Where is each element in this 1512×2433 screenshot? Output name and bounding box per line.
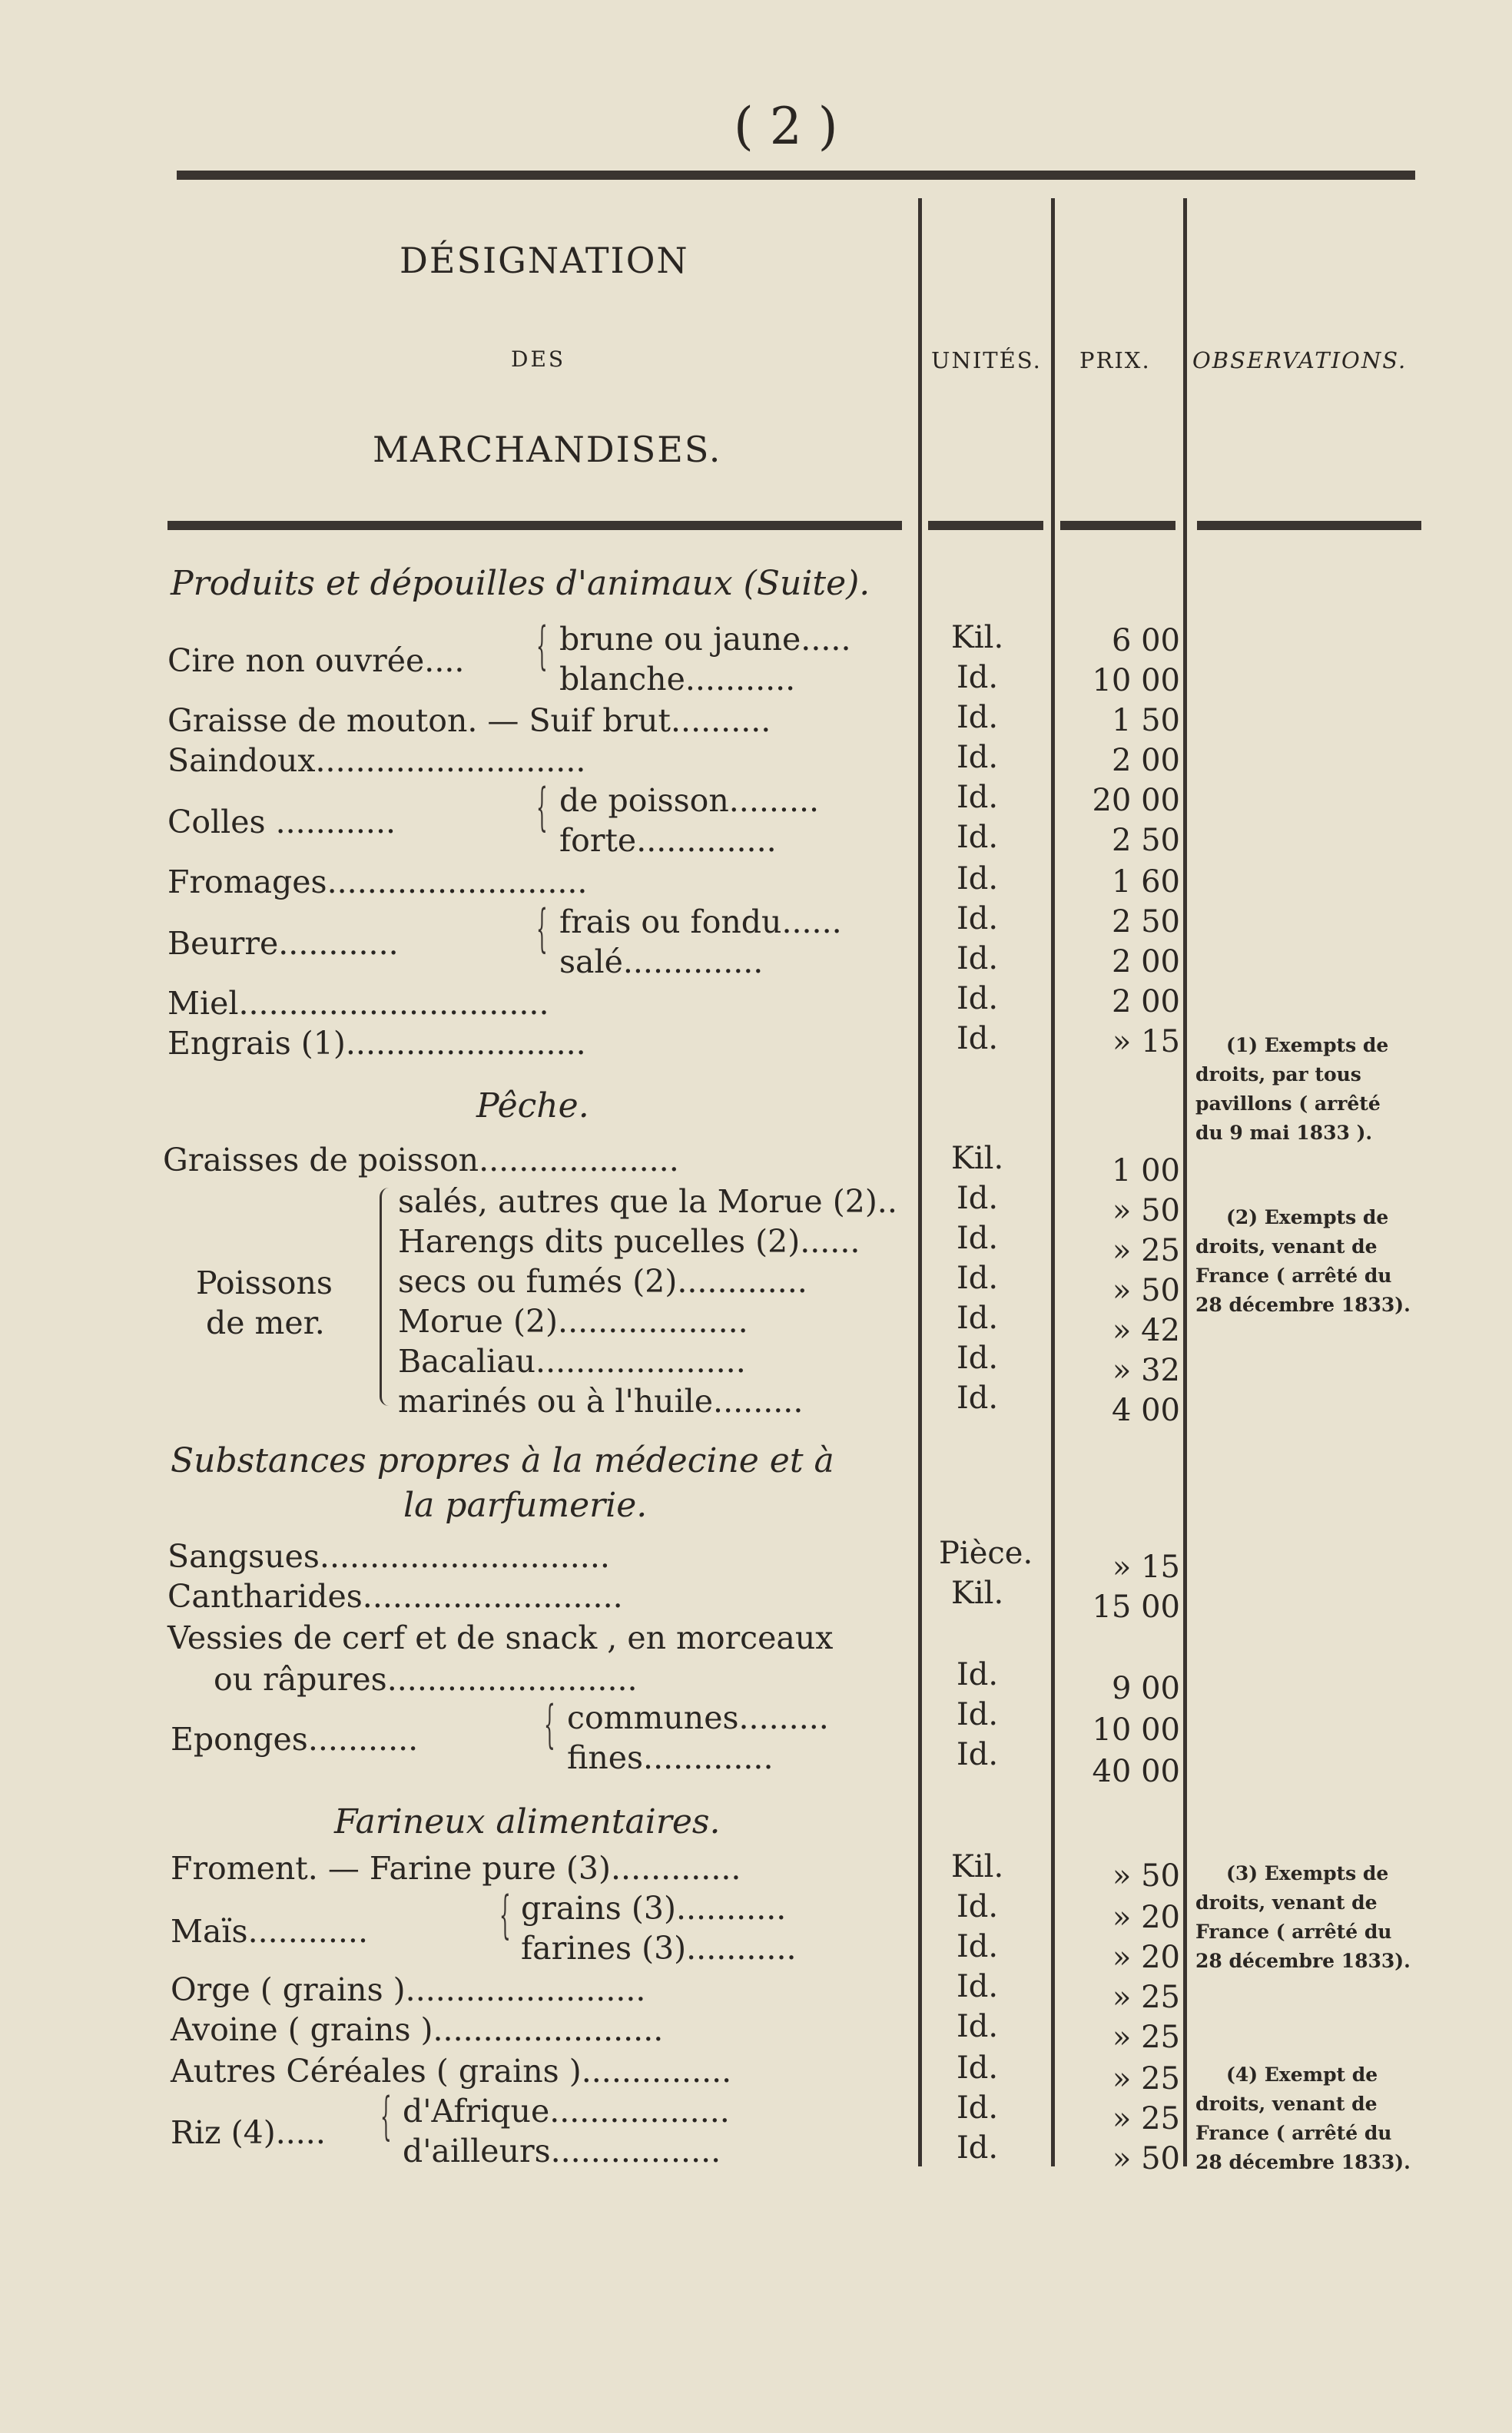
item-sublabel: Harengs dits pucelles (2)...... — [398, 1223, 860, 1260]
header-rule — [1060, 521, 1175, 530]
price-cell: 2 00 — [1111, 984, 1180, 1019]
price-cell: » 50 — [1112, 2141, 1180, 2176]
price-cell: 20 00 — [1092, 783, 1180, 818]
price-cell: 2 00 — [1111, 743, 1180, 778]
unit-cell: Pièce. — [939, 1536, 1033, 1571]
header-des: DES — [511, 346, 566, 372]
unit-cell: Kil. — [951, 1576, 1004, 1611]
item-sublabel: brune ou jaune..... — [559, 621, 851, 658]
section-title-animaux: Produits et dépouilles d'animaux (Suite). — [171, 564, 870, 603]
item-sublabel: de poisson......... — [559, 782, 820, 819]
brace: { — [536, 899, 548, 958]
unit-cell: Id. — [957, 941, 999, 976]
unit-cell: Kil. — [951, 1141, 1004, 1176]
item-label: Colles ............ — [167, 804, 396, 840]
price-cell: 15 00 — [1092, 1589, 1180, 1625]
unit-cell: Id. — [957, 861, 999, 897]
unit-cell: Id. — [957, 700, 999, 735]
brace: { — [544, 1695, 555, 1754]
price-cell: » 25 — [1112, 2101, 1180, 2136]
obs-line: 28 décembre 1833). — [1195, 1950, 1411, 1972]
item-label: Vessies de cerf et de snack , en morceaux — [167, 1619, 834, 1656]
unit-cell: Id. — [957, 1737, 999, 1772]
unit-cell: Id. — [957, 1341, 999, 1376]
unit-cell: Id. — [957, 740, 999, 775]
price-cell: 2 50 — [1111, 904, 1180, 940]
header-unites: UNITÉS. — [931, 347, 1042, 373]
item-sublabel: salés, autres que la Morue (2).. — [398, 1183, 897, 1220]
obs-line: France ( arrêté du — [1195, 1921, 1392, 1943]
item-label: Fromages.......................... — [167, 863, 588, 900]
header-rule — [928, 521, 1043, 530]
header-prix: PRIX. — [1079, 347, 1151, 373]
header-marchandises: MARCHANDISES. — [373, 429, 722, 470]
price-cell: » 15 — [1112, 1024, 1180, 1059]
obs-line: droits, venant de — [1195, 2093, 1378, 2115]
column-divider — [918, 198, 922, 2166]
page-number: ( 2 ) — [734, 97, 838, 156]
obs-line: (4) Exempt de — [1226, 2063, 1378, 2086]
brace: { — [380, 2087, 392, 2146]
obs-line: (3) Exempts de — [1226, 1862, 1389, 1884]
item-sublabel: Bacaliau..................... — [398, 1343, 746, 1380]
observation-note-1 — [1195, 1031, 1441, 1148]
item-label: Engrais (1)........................ — [167, 1025, 586, 1062]
item-label: Froment. — Farine pure (3)............. — [171, 1850, 741, 1887]
obs-line: (1) Exempts de — [1226, 1034, 1389, 1056]
item-sublabel: frais ou fondu...... — [559, 903, 842, 940]
unit-cell: Id. — [957, 2130, 999, 2166]
unit-cell: Kil. — [951, 1849, 1004, 1884]
price-cell: » 20 — [1112, 1940, 1180, 1975]
item-sublabel: forte.............. — [559, 822, 777, 859]
brace: { — [536, 616, 548, 675]
unit-cell: Id. — [957, 660, 999, 695]
item-label: Cantharides.......................... — [167, 1578, 623, 1615]
unit-cell: Id. — [957, 1221, 999, 1256]
header-rule — [1197, 521, 1421, 530]
group-label: de mer. — [206, 1304, 325, 1341]
price-cell: » 50 — [1112, 1273, 1180, 1308]
item-sublabel: communes......... — [567, 1699, 829, 1736]
item-label: ou râpures......................... — [214, 1661, 638, 1698]
header-designation: DÉSIGNATION — [400, 240, 689, 281]
price-cell: » 15 — [1112, 1550, 1180, 1585]
unit-cell: Id. — [957, 820, 999, 855]
unit-cell: Id. — [957, 1889, 999, 1924]
unit-cell: Id. — [957, 1929, 999, 1964]
item-sublabel: fines............. — [567, 1739, 774, 1776]
item-label: Avoine ( grains )....................... — [171, 2011, 664, 2048]
price-cell: 2 00 — [1111, 944, 1180, 979]
brace — [380, 1188, 390, 1406]
unit-cell: Id. — [957, 1181, 999, 1216]
unit-cell: Id. — [957, 1301, 999, 1336]
item-label: Riz (4)..... — [171, 2114, 326, 2151]
price-cell: » 25 — [1112, 1233, 1180, 1268]
unit-cell: Id. — [957, 1261, 999, 1296]
price-cell: 10 00 — [1092, 663, 1180, 698]
item-sublabel: blanche........... — [559, 661, 796, 698]
unit-cell: Kil. — [951, 620, 1004, 655]
item-label: Saindoux........................... — [167, 742, 586, 779]
price-cell: » 50 — [1112, 1193, 1180, 1228]
observation-note-4 — [1195, 2060, 1441, 2177]
price-cell: 1 60 — [1111, 864, 1180, 900]
obs-line: France ( arrêté du — [1195, 1265, 1392, 1287]
price-cell: » 25 — [1112, 2061, 1180, 2097]
obs-line: 28 décembre 1833). — [1195, 1294, 1411, 1316]
header-rule — [167, 521, 902, 530]
unit-cell: Id. — [957, 1697, 999, 1732]
price-cell: » 42 — [1112, 1313, 1180, 1348]
obs-line: du 9 mai 1833 ). — [1195, 1122, 1373, 1144]
price-cell: 6 00 — [1111, 623, 1180, 658]
item-sublabel: grains (3)........... — [521, 1890, 787, 1927]
unit-cell: Id. — [957, 2009, 999, 2044]
price-cell: 40 00 — [1092, 1754, 1180, 1789]
unit-cell: Id. — [957, 1969, 999, 2004]
unit-cell: Id. — [957, 1657, 999, 1692]
obs-line: droits, venant de — [1195, 1235, 1378, 1258]
item-label: Autres Céréales ( grains )............... — [171, 2053, 732, 2090]
item-sublabel: Morue (2)................... — [398, 1303, 748, 1340]
price-cell: » 50 — [1112, 1858, 1180, 1894]
section-title-medecine: Substances propres à la médecine et à — [171, 1441, 834, 1480]
price-cell: 1 50 — [1111, 703, 1180, 738]
unit-cell: Id. — [957, 981, 999, 1016]
brace: { — [499, 1885, 511, 1944]
price-cell: 9 00 — [1111, 1671, 1180, 1706]
item-label: Sangsues............................. — [167, 1538, 610, 1575]
item-label: Beurre............ — [167, 925, 399, 962]
item-label: Cire non ouvrée.... — [167, 642, 465, 679]
price-cell: » 25 — [1112, 2020, 1180, 2055]
price-cell: 4 00 — [1111, 1393, 1180, 1428]
item-sublabel: d'Afrique.................. — [403, 2093, 730, 2130]
item-label: Orge ( grains )........................ — [171, 1971, 646, 2008]
obs-line: droits, par tous — [1195, 1063, 1361, 1086]
observation-note-2 — [1195, 1203, 1441, 1320]
item-label: Graisses de poisson.................... — [163, 1142, 679, 1178]
obs-line: pavillons ( arrêté — [1195, 1092, 1381, 1115]
item-sublabel: marinés ou à l'huile......... — [398, 1383, 804, 1420]
price-cell: » 20 — [1112, 1900, 1180, 1935]
section-title-medecine-2: la parfumerie. — [403, 1486, 648, 1525]
unit-cell: Id. — [957, 901, 999, 936]
price-cell: 10 00 — [1092, 1712, 1180, 1748]
column-divider — [1051, 198, 1055, 2166]
item-sublabel: secs ou fumés (2)............. — [398, 1263, 807, 1300]
brace: { — [536, 777, 548, 837]
group-label: Poissons — [196, 1265, 333, 1301]
item-sublabel: farines (3)........... — [521, 1930, 797, 1967]
obs-line: 28 décembre 1833). — [1195, 2151, 1411, 2173]
section-title-farineux: Farineux alimentaires. — [334, 1802, 721, 1841]
price-cell: » 25 — [1112, 1980, 1180, 2015]
top-rule — [177, 171, 1415, 180]
price-cell: » 32 — [1112, 1353, 1180, 1388]
price-cell: 1 00 — [1111, 1153, 1180, 1188]
header-observations: OBSERVATIONS. — [1192, 347, 1408, 373]
unit-cell: Id. — [957, 1381, 999, 1416]
price-cell: 2 50 — [1111, 823, 1180, 858]
item-label: Eponges........... — [171, 1721, 419, 1758]
obs-line: droits, venant de — [1195, 1891, 1378, 1914]
item-label: Graisse de mouton. — Suif brut.......... — [167, 702, 771, 739]
item-label: Maïs............ — [171, 1913, 368, 1950]
obs-line: (2) Exempts de — [1226, 1206, 1389, 1228]
unit-cell: Id. — [957, 780, 999, 815]
column-divider — [1183, 198, 1187, 2166]
unit-cell: Id. — [957, 1021, 999, 1056]
item-label: Miel............................... — [167, 985, 549, 1022]
observation-note-3 — [1195, 1859, 1441, 1976]
unit-cell: Id. — [957, 2050, 999, 2086]
item-sublabel: d'ailleurs................. — [403, 2133, 721, 2169]
section-title-peche: Pêche. — [476, 1086, 589, 1125]
item-sublabel: salé.............. — [559, 943, 764, 980]
unit-cell: Id. — [957, 2090, 999, 2126]
obs-line: France ( arrêté du — [1195, 2122, 1392, 2144]
